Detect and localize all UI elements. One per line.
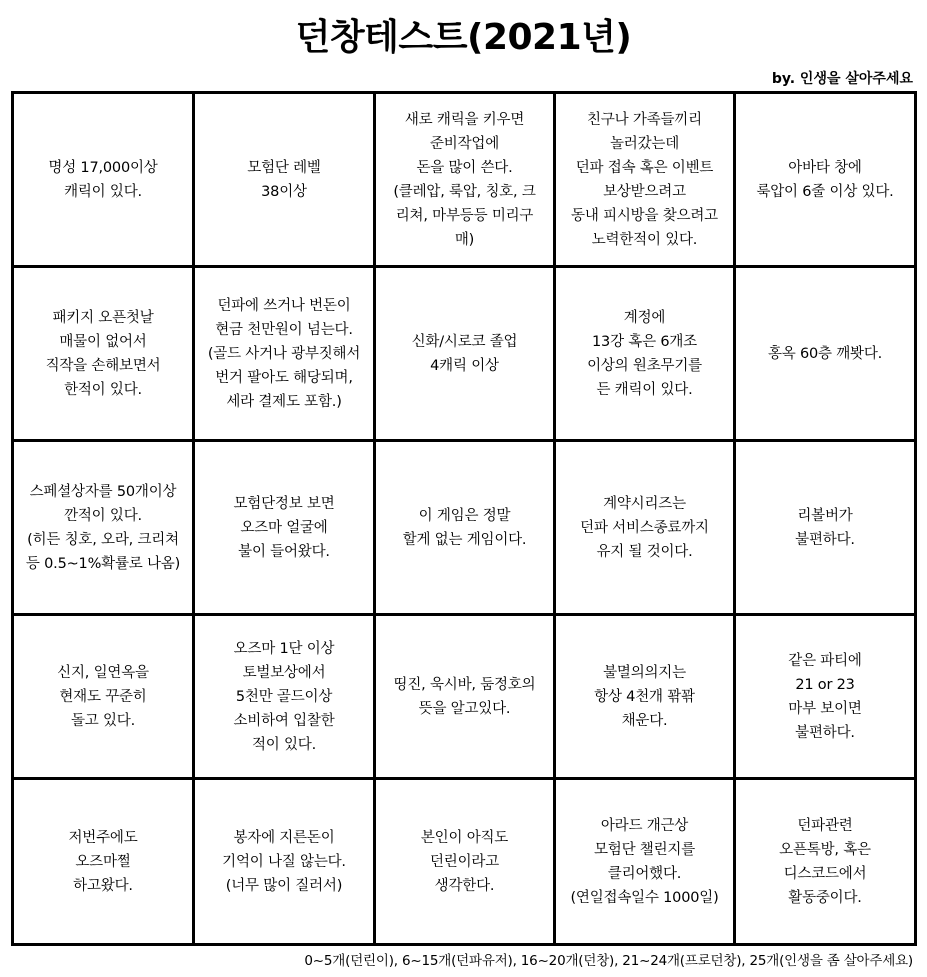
bingo-cell-text: 오즈마 1단 이상 토벌보상에서 5천만 골드이상 소비하여 입찰한 적이 있다. xyxy=(233,640,335,753)
bingo-cell-text: 스페셜상자를 50개이상 깐적이 있다. (히든 칭호, 오라, 크리쳐 등 0.5~1%확률로 나옴) xyxy=(25,483,181,572)
bingo-cell-text: 아바타 창에 룩압이 6줄 이상 있다. xyxy=(756,159,894,200)
page-title: 던창테스트(2021년) xyxy=(295,17,632,58)
author-byline: by. 인생을 살아주세요 xyxy=(771,71,913,87)
bingo-cell[interactable] xyxy=(376,780,556,946)
bingo-cell[interactable] xyxy=(195,780,376,946)
bingo-cell-text: 패키지 오픈첫날 매물이 없어서 직작을 손해보면서 한적이 있다. xyxy=(45,309,161,398)
bingo-cell[interactable] xyxy=(736,268,917,442)
bingo-cell[interactable] xyxy=(736,442,917,616)
bingo-cell[interactable] xyxy=(14,268,195,442)
bingo-cell[interactable] xyxy=(376,94,556,268)
bingo-cell[interactable] xyxy=(195,268,376,442)
bingo-cell-text: 불멸의의지는 항상 4천개 꽊꽊 채운다. xyxy=(594,664,695,729)
bingo-cell-text: 던파에 쓰거나 번돈이 현금 천만원이 넘는다. (골드 사거나 광부짓해서 번거 팔아도 해당되며, 세라 결제도 포함.) xyxy=(207,297,361,410)
bingo-cell-text: 계약시리즈는 던파 서비스종료까지 유지 될 것이다. xyxy=(580,495,709,560)
bingo-cell-text: 저번주에도 오즈마쩔 하고왔다. xyxy=(68,829,138,894)
bingo-cell-text: 명성 17,000이상 캐릭이 있다. xyxy=(48,159,158,200)
bingo-cell-text: 본인이 아직도 던린이라고 생각한다. xyxy=(420,829,509,894)
bingo-cell[interactable] xyxy=(14,780,195,946)
bingo-cell-text: 홍옥 60층 깨봣다. xyxy=(767,345,883,362)
bingo-cell-text: 던파관련 오픈톡방, 혹은 디스코드에서 활동중이다. xyxy=(779,817,871,906)
bingo-grid xyxy=(11,91,917,946)
bingo-cell[interactable] xyxy=(195,442,376,616)
bingo-cell[interactable] xyxy=(195,616,376,780)
bingo-cell[interactable] xyxy=(736,616,917,780)
bingo-cell[interactable] xyxy=(736,94,917,268)
bingo-cell-text: 봉자에 지른돈이 기억이 나질 않는다. (너무 많이 질러서) xyxy=(222,829,346,894)
bingo-cell-text: 리볼버가 불편하다. xyxy=(795,507,855,548)
bingo-cell[interactable] xyxy=(556,442,736,616)
bingo-cell[interactable] xyxy=(14,442,195,616)
bingo-cell-text: 같은 파티에 21 or 23 마부 보이면 불편하다. xyxy=(788,652,862,741)
bingo-cell-text: 모험단정보 보면 오즈마 얼굴에 불이 들어왔다. xyxy=(233,495,335,560)
bingo-cell-text: 모험단 레벨 38이상 xyxy=(247,159,321,200)
bingo-cell-text: 이 게임은 정말 할게 없는 게임이다. xyxy=(402,507,527,548)
bingo-cell[interactable] xyxy=(14,616,195,780)
bingo-cell-text: 신화/시로코 졸업 4캐릭 이상 xyxy=(411,333,518,374)
bingo-cell[interactable] xyxy=(556,780,736,946)
bingo-cell-text: 아라드 개근상 모험단 챌린지를 클리어했다. (연일접속일수 1000일) xyxy=(570,817,719,906)
bingo-cell-text: 새로 캐릭을 키우면 준비작업에 돈을 많이 쓴다. (클레압, 룩압, 칭호, 크 리쳐, 마부등등 미리구 매) xyxy=(393,111,536,248)
score-legend: 0~5개(던린이), 6~15개(던파유저), 16~20개(던창), 21~24개(프로던창), 25개(인생을 좀 살아주세요) xyxy=(304,953,913,969)
bingo-cell[interactable] xyxy=(736,780,917,946)
bingo-cell[interactable] xyxy=(376,442,556,616)
bingo-cell-text: 신지, 일연옥을 현재도 꾸준히 돌고 있다. xyxy=(57,664,149,729)
bingo-cell[interactable] xyxy=(14,94,195,268)
bingo-cell-text: 계정에 13강 혹은 6개조 이상의 원초무기를 든 캐릭이 있다. xyxy=(587,309,702,398)
bingo-cell[interactable] xyxy=(556,94,736,268)
bingo-cell[interactable] xyxy=(376,268,556,442)
bingo-cell-text: 친구나 가족들끼리 놀러갔는데 던파 접속 혹은 이벤트 보상받으려고 동내 피시방을 찾으려고 노력한적이 있다. xyxy=(571,111,718,248)
bingo-cell-text: 띵진, 욱시바, 둠정호의 뜻을 알고있다. xyxy=(393,676,536,717)
bingo-cell[interactable] xyxy=(556,268,736,442)
bingo-cell[interactable] xyxy=(556,616,736,780)
bingo-cell[interactable] xyxy=(195,94,376,268)
bingo-cell[interactable] xyxy=(376,616,556,780)
